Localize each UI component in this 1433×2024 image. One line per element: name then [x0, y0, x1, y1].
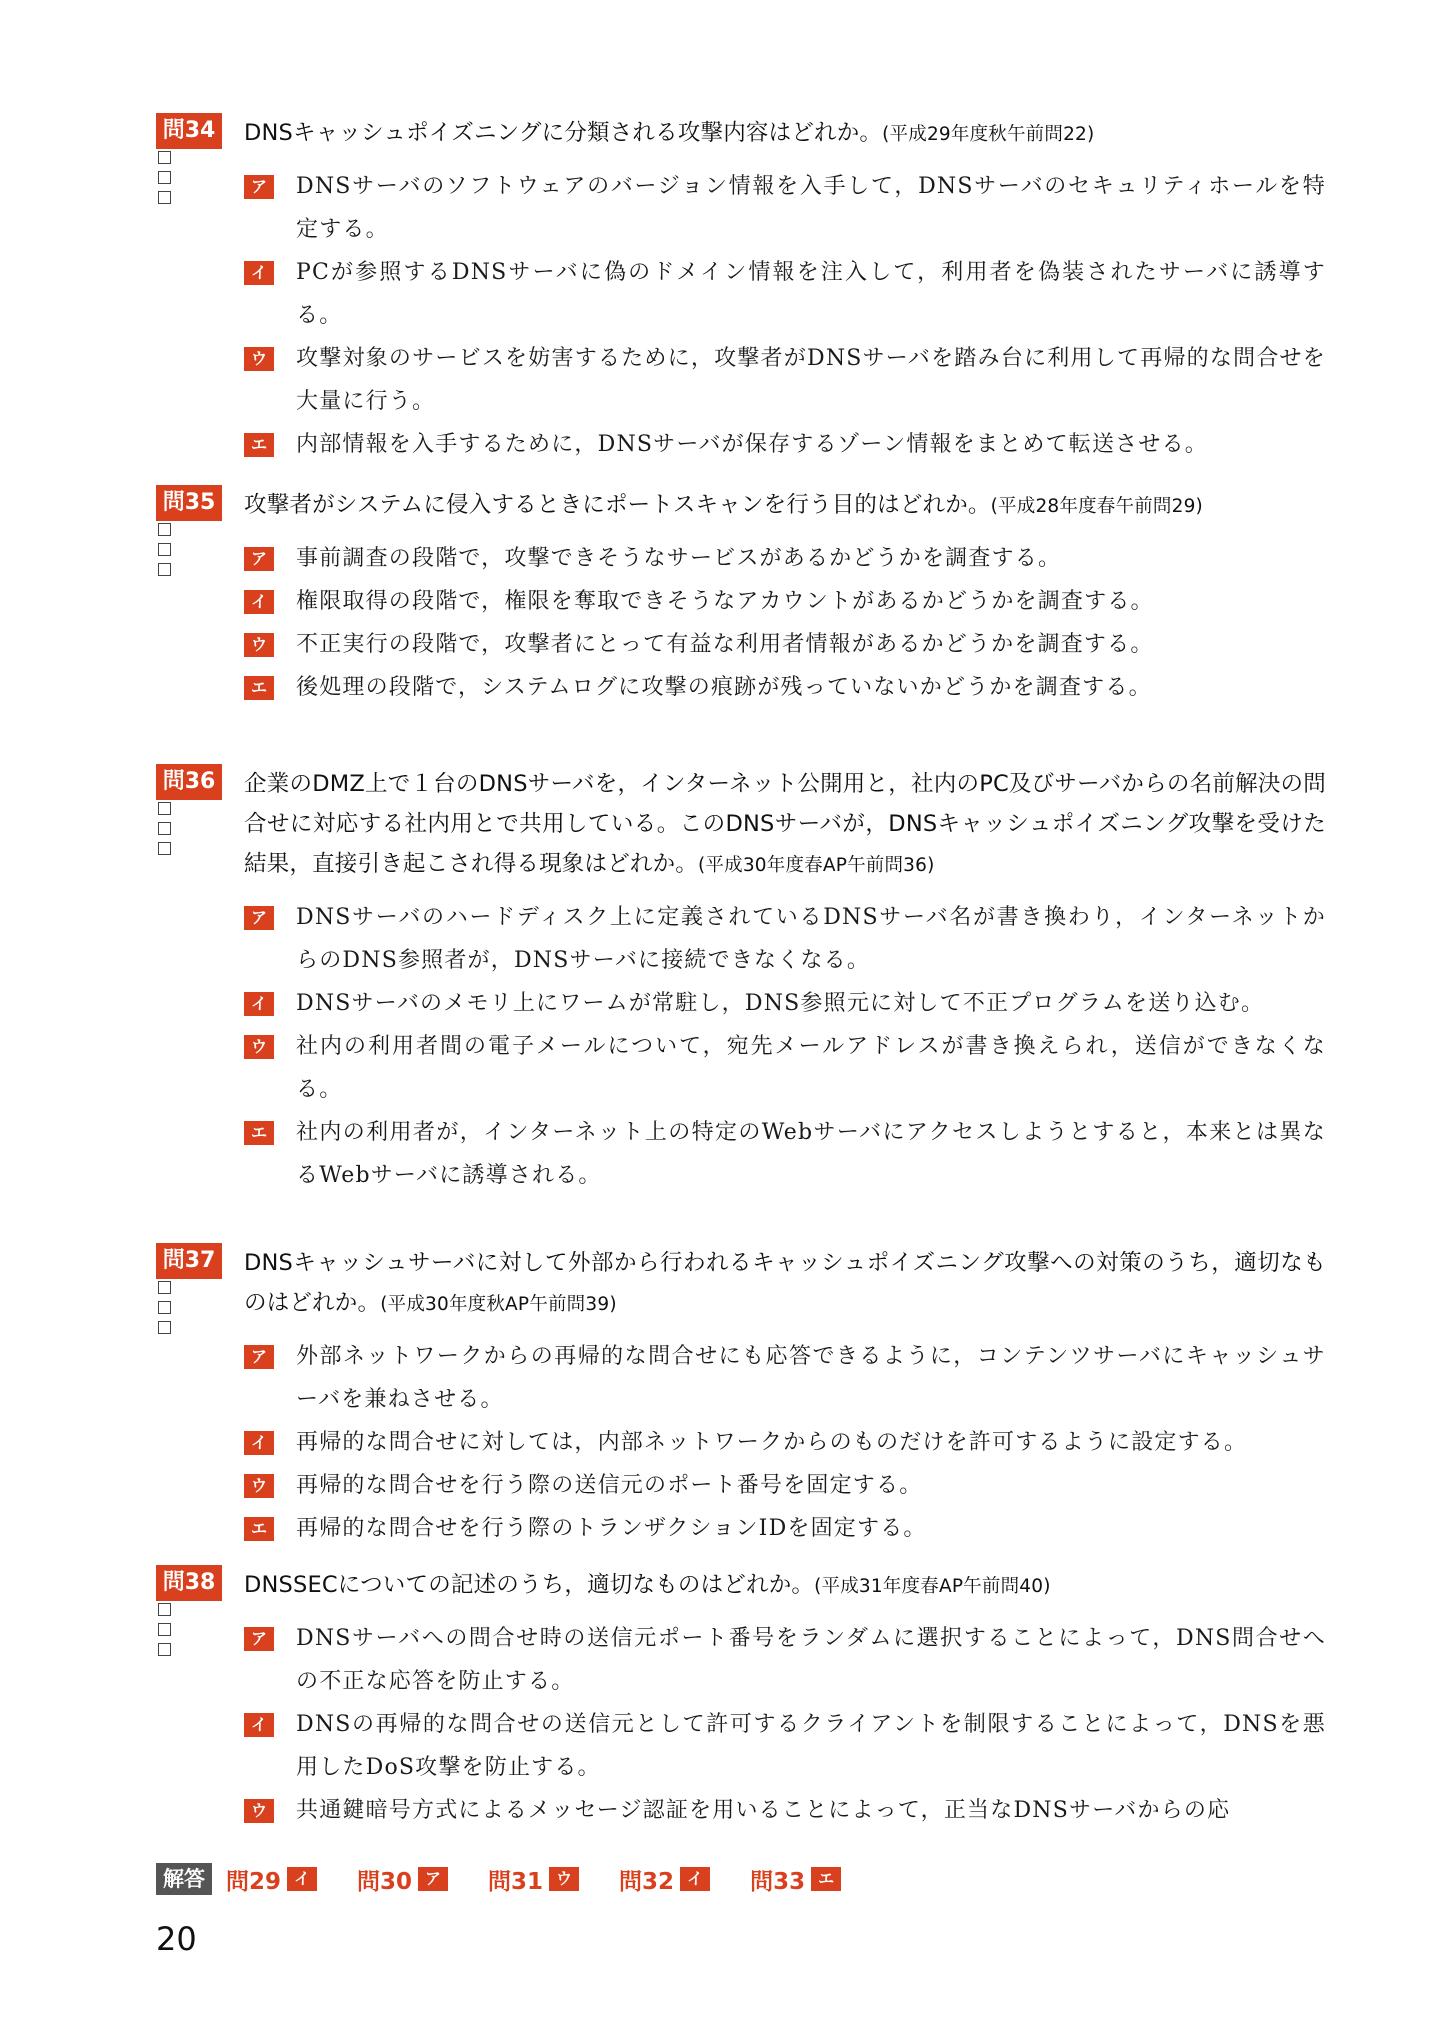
question-header [156, 1243, 1326, 1325]
choice-text: 社内の利用者が，インターネット上の特定のWebサーバにアクセスしようとすると，本来とは異なるWebサーバに誘導される。 [296, 1120, 1326, 1188]
checkbox-group [158, 523, 172, 583]
choice-text: 共通鍵暗号方式によるメッセージ認証を用いることによって，正当なDNSサーバからの応 [296, 1798, 1231, 1823]
question-source: (平成28年度春午前問29) [990, 496, 1203, 517]
answer-key [156, 1862, 867, 1896]
checkbox-group [158, 802, 172, 862]
check-box[interactable] [158, 523, 171, 536]
choice-item [244, 623, 1326, 666]
choice-label: ア [244, 906, 274, 930]
choice-item [244, 251, 1326, 337]
question-header [156, 113, 1326, 155]
question-text [244, 764, 1326, 886]
answer-question-number: 問30 [357, 1868, 413, 1895]
checkbox-group [158, 1281, 172, 1341]
choice-list [244, 165, 1326, 466]
choice-item [244, 580, 1326, 623]
answer-item [226, 1863, 317, 1896]
question-source: (平成30年度秋AP午前問39) [380, 1294, 617, 1315]
question-body: DNSSECについての記述のうち，適切なものはどれか。 [244, 1572, 815, 1598]
question-body: 攻撃者がシステムに侵入するときにポートスキャンを行う目的はどれか。 [244, 492, 991, 518]
choice-label: エ [244, 1121, 274, 1145]
check-box[interactable] [158, 802, 171, 815]
choice-item [244, 337, 1326, 423]
choice-text: 外部ネットワークからの再帰的な問合せにも応答できるように，コンテンツサーバにキャッシュサーバを兼ねさせる。 [296, 1344, 1326, 1412]
choice-label: エ [244, 433, 274, 457]
choice-text: 内部情報を入手するために，DNSサーバが保存するゾーン情報をまとめて転送させる。 [296, 432, 1208, 457]
choice-label: ア [244, 175, 274, 199]
question-37 [156, 1243, 1326, 1550]
question-text [244, 1565, 1326, 1607]
choice-item [244, 537, 1326, 580]
question-body: DNSキャッシュポイズニングに分類される攻撃内容はどれか。 [244, 120, 883, 146]
choice-label: イ [244, 992, 274, 1016]
choice-text: 後処理の段階で，システムログに攻撃の痕跡が残っていないかどうかを調査する。 [296, 675, 1152, 700]
check-box[interactable] [158, 1623, 171, 1636]
question-header [156, 485, 1326, 527]
check-box[interactable] [158, 842, 171, 855]
choice-text: DNSサーバのメモリ上にワームが常駐し，DNS参照元に対して不正プログラムを送り込む。 [296, 991, 1265, 1016]
choice-item [244, 1335, 1326, 1421]
page-number: 20 [156, 1920, 197, 1958]
choice-item [244, 1111, 1326, 1197]
checkbox-group [158, 151, 172, 211]
choice-label: ア [244, 547, 274, 571]
answer-label: イ [680, 1867, 710, 1891]
question-header [156, 1565, 1326, 1607]
question-38 [156, 1565, 1326, 1832]
choice-list [244, 896, 1326, 1197]
choice-text: DNSサーバのハードディスク上に定義されているDNSサーバ名が書き換わり，インターネットからのDNS参照者が，DNSサーバに接続できなくなる。 [296, 905, 1326, 973]
choice-label: イ [244, 1713, 274, 1737]
check-box[interactable] [158, 1643, 171, 1656]
choice-label: イ [244, 261, 274, 285]
question-36 [156, 764, 1326, 1197]
choice-label: ウ [244, 1035, 274, 1059]
answer-item [619, 1863, 710, 1896]
check-box[interactable] [158, 563, 171, 576]
choice-item [244, 896, 1326, 982]
answer-label: ア [418, 1867, 448, 1891]
check-box[interactable] [158, 1281, 171, 1294]
choice-item [244, 1789, 1326, 1832]
choice-text: PCが参照するDNSサーバに偽のドメイン情報を注入して，利用者を偽装されたサーバに誘導する。 [296, 260, 1326, 328]
question-34 [156, 113, 1326, 466]
question-number-badge: 問36 [156, 764, 222, 800]
choice-item [244, 165, 1326, 251]
answer-label: ウ [549, 1867, 579, 1891]
choice-item [244, 1464, 1326, 1507]
choice-list [244, 537, 1326, 709]
question-text [244, 1243, 1326, 1325]
choice-label: エ [244, 676, 274, 700]
choice-text: DNSの再帰的な問合せの送信元として許可するクライアントを制限することによって，DNSを悪用したDoS攻撃を防止する。 [296, 1712, 1326, 1780]
answer-question-number: 問29 [226, 1868, 282, 1895]
check-box[interactable] [158, 1301, 171, 1314]
choice-text: 再帰的な問合せを行う際の送信元のポート番号を固定する。 [296, 1473, 923, 1498]
question-header [156, 764, 1326, 886]
question-text [244, 485, 1326, 527]
choice-text: 攻撃対象のサービスを妨害するために，攻撃者がDNSサーバを踏み台に利用して再帰的な問合せを大量に行う。 [296, 346, 1326, 414]
choice-label: イ [244, 590, 274, 614]
checkbox-group [158, 1603, 172, 1663]
choice-text: 事前調査の段階で，攻撃できそうなサービスがあるかどうかを調査する。 [296, 546, 1062, 571]
choice-label: ウ [244, 633, 274, 657]
question-number-badge: 問38 [156, 1565, 222, 1601]
question-number-badge: 問37 [156, 1243, 222, 1279]
answer-item [488, 1863, 579, 1896]
question-text [244, 113, 1326, 155]
choice-text: DNSサーバのソフトウェアのバージョン情報を入手して，DNSサーバのセキュリティホールを特定する。 [296, 174, 1326, 242]
choice-label: エ [244, 1517, 274, 1541]
question-number-badge: 問34 [156, 113, 222, 149]
choice-label: ア [244, 1345, 274, 1369]
question-source: (平成29年度秋午前問22) [882, 124, 1095, 145]
check-box[interactable] [158, 1603, 171, 1616]
answer-question-number: 問33 [750, 1868, 806, 1895]
answer-question-number: 問31 [488, 1868, 544, 1895]
choice-label: ウ [244, 1799, 274, 1823]
answer-question-number: 問32 [619, 1868, 675, 1895]
question-35 [156, 485, 1326, 709]
answer-key-title: 解答 [156, 1863, 212, 1895]
choice-text: 再帰的な問合せを行う際のトランザクションIDを固定する。 [296, 1516, 927, 1541]
answer-label: エ [811, 1867, 841, 1891]
check-box[interactable] [158, 543, 171, 556]
choice-item [244, 1703, 1326, 1789]
choice-item [244, 1507, 1326, 1550]
choice-item [244, 666, 1326, 709]
question-body: DNSキャッシュサーバに対して外部から行われるキャッシュポイズニング攻撃への対策のうち，適切なものはどれか。 [244, 1250, 1326, 1316]
choice-text: 権限取得の段階で，権限を奪取できそうなアカウントがあるかどうかを調査する。 [296, 589, 1154, 614]
question-source: (平成30年度春AP午前問36) [698, 855, 935, 876]
choice-item [244, 1025, 1326, 1111]
question-body: 企業のDMZ上で１台のDNSサーバを，インターネット公開用と，社内のPC及びサーバからの名前解決の問合せに対応する社内用とで共用している。このDNSサーバが，DNSキャッシュポイズニング攻撃を受けた結果，直接引き起こされ得る現象はどれか。 [244, 771, 1326, 877]
choice-item [244, 1617, 1326, 1703]
choice-text: 社内の利用者間の電子メールについて，宛先メールアドレスが書き換えられ，送信ができなくなる。 [296, 1034, 1326, 1102]
answer-item [750, 1863, 841, 1896]
check-box[interactable] [158, 1321, 171, 1334]
question-number-badge: 問35 [156, 485, 222, 521]
choice-label: イ [244, 1431, 274, 1455]
check-box[interactable] [158, 191, 171, 204]
choice-list [244, 1617, 1326, 1832]
choice-label: ウ [244, 1474, 274, 1498]
answer-label: イ [287, 1867, 317, 1891]
check-box[interactable] [158, 822, 171, 835]
choice-item [244, 423, 1326, 466]
choice-label: ウ [244, 347, 274, 371]
answer-item [357, 1863, 448, 1896]
check-box[interactable] [158, 171, 171, 184]
check-box[interactable] [158, 151, 171, 164]
choice-text: 再帰的な問合せに対しては，内部ネットワークからのものだけを許可するように設定する。 [296, 1430, 1248, 1455]
choice-item [244, 982, 1326, 1025]
choice-text: 不正実行の段階で，攻撃者にとって有益な利用者情報があるかどうかを調査する。 [296, 632, 1154, 657]
choice-list [244, 1335, 1326, 1550]
choice-text: DNSサーバへの問合せ時の送信元ポート番号をランダムに選択することによって，DNS問合せへの不正な応答を防止する。 [296, 1626, 1326, 1694]
question-source: (平成31年度春AP午前問40) [814, 1576, 1051, 1597]
choice-item [244, 1421, 1326, 1464]
choice-label: ア [244, 1627, 274, 1651]
